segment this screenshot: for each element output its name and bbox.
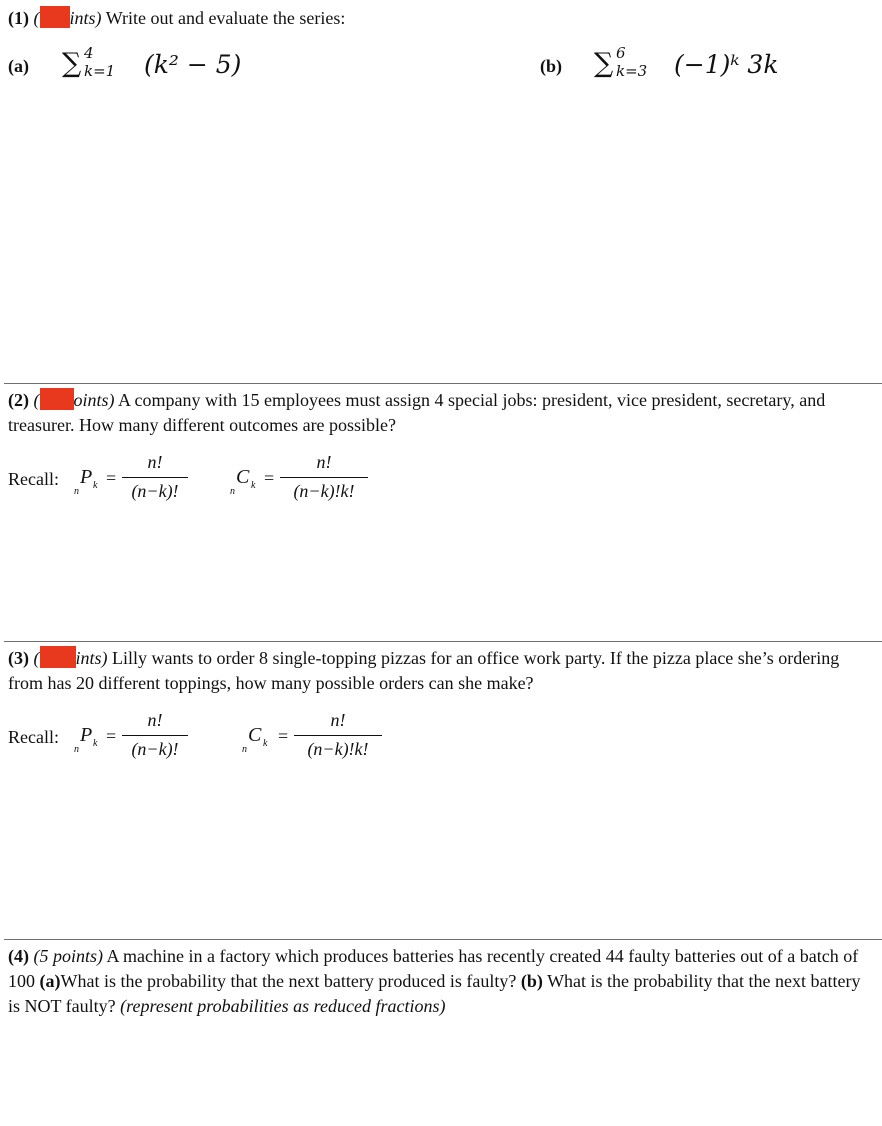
question-3	[8, 646, 876, 696]
recall-label: Recall:	[8, 727, 59, 747]
section-divider	[4, 383, 882, 384]
perm-fraction	[122, 452, 188, 502]
series-a	[62, 44, 262, 88]
perm-sub: k	[93, 480, 98, 491]
perm-denominator: (n−k)!	[131, 739, 179, 759]
comb-equals: =	[264, 468, 275, 488]
question-4-text-2: What is the probability that the next battery produced is faulty?	[60, 971, 517, 991]
question-2-points-tail: oints)	[73, 390, 115, 410]
comb-fraction	[294, 710, 382, 760]
question-2-number: (2)	[8, 390, 29, 410]
fraction-bar	[122, 477, 188, 478]
question-4	[8, 944, 876, 1019]
perm-symbol: P	[80, 466, 93, 488]
fraction-bar	[294, 735, 382, 736]
sigma-icon: ∑	[594, 48, 614, 79]
question-1-points-tail: ints)	[69, 8, 102, 28]
series-a-upper: 4	[84, 44, 94, 62]
comb-numerator: n!	[316, 452, 332, 472]
question-1-number: (1)	[8, 8, 29, 28]
comb-fraction	[280, 452, 368, 502]
comb-sub: k	[251, 480, 256, 491]
question-1-open-paren: (	[33, 8, 40, 28]
comb-numerator: n!	[330, 710, 346, 730]
perm-pre-sub: n	[74, 486, 79, 497]
perm-equals: =	[106, 726, 117, 746]
series-b-upper: 6	[616, 44, 626, 62]
perm-sub: k	[93, 738, 98, 749]
perm-equals: =	[106, 468, 117, 488]
perm-numerator: n!	[147, 710, 163, 730]
question-4-text-3: What is the probability that the next battery is NOT faulty?	[8, 971, 861, 1016]
series-a-lower: k=1	[84, 62, 116, 80]
question-3-number: (3)	[8, 648, 29, 668]
series-b-expression: (−1)ᵏ 3k	[674, 50, 779, 79]
redaction-block	[40, 6, 70, 28]
perm-fraction	[122, 710, 188, 760]
redaction-block	[40, 388, 74, 410]
series-b-lower: k=3	[616, 62, 648, 80]
comb-equals: =	[278, 726, 289, 746]
comb-pre-sub: n	[242, 744, 247, 755]
sigma-icon: ∑	[62, 48, 82, 79]
question-2-open-paren: (	[33, 390, 40, 410]
section-divider	[4, 641, 882, 642]
perm-pre-sub: n	[74, 744, 79, 755]
recall-label: Recall:	[8, 469, 59, 489]
series-a-expression: (k² − 5)	[144, 50, 242, 79]
question-4-points: (5 points)	[33, 946, 103, 966]
section-divider	[4, 939, 882, 940]
part-b-label: (b)	[540, 56, 562, 76]
redaction-block	[40, 646, 76, 668]
question-4-part-b: (b)	[520, 971, 543, 991]
question-2	[8, 388, 876, 438]
question-3-open-paren: (	[33, 648, 40, 668]
comb-denominator: (n−k)!k!	[293, 481, 355, 501]
question-3-points-tail: ints)	[75, 648, 108, 668]
question-3-text: Lilly wants to order 8 single-topping pizzas for an office work party. If the pizza place she’s ordering from has 20 different toppings, how many possible orders can she make?	[8, 648, 840, 693]
comb-symbol: C	[248, 724, 262, 746]
comb-symbol: C	[236, 466, 250, 488]
series-b	[594, 44, 814, 88]
comb-denominator: (n−k)!k!	[307, 739, 369, 759]
fraction-bar	[280, 477, 368, 478]
question-4-note: (represent probabilities as reduced fractions)	[120, 996, 446, 1016]
question-4-number: (4)	[8, 946, 29, 966]
question-4-text-1: A machine in a factory which produces batteries has recently created 44 faulty batteries out of a batch of 100	[8, 946, 859, 991]
question-1-header	[8, 6, 876, 31]
question-2-text: A company with 15 employees must assign 4 special jobs: president, vice president, secretary, and treasurer. How many different outcomes are possible?	[8, 390, 826, 435]
comb-sub: k	[263, 738, 268, 749]
perm-denominator: (n−k)!	[131, 481, 179, 501]
perm-numerator: n!	[147, 452, 163, 472]
part-a-label: (a)	[8, 56, 29, 76]
fraction-bar	[122, 735, 188, 736]
question-1-prompt: Write out and evaluate the series:	[105, 8, 346, 28]
perm-symbol: P	[80, 724, 93, 746]
comb-pre-sub: n	[230, 486, 235, 497]
question-4-part-a: (a)	[39, 971, 61, 991]
